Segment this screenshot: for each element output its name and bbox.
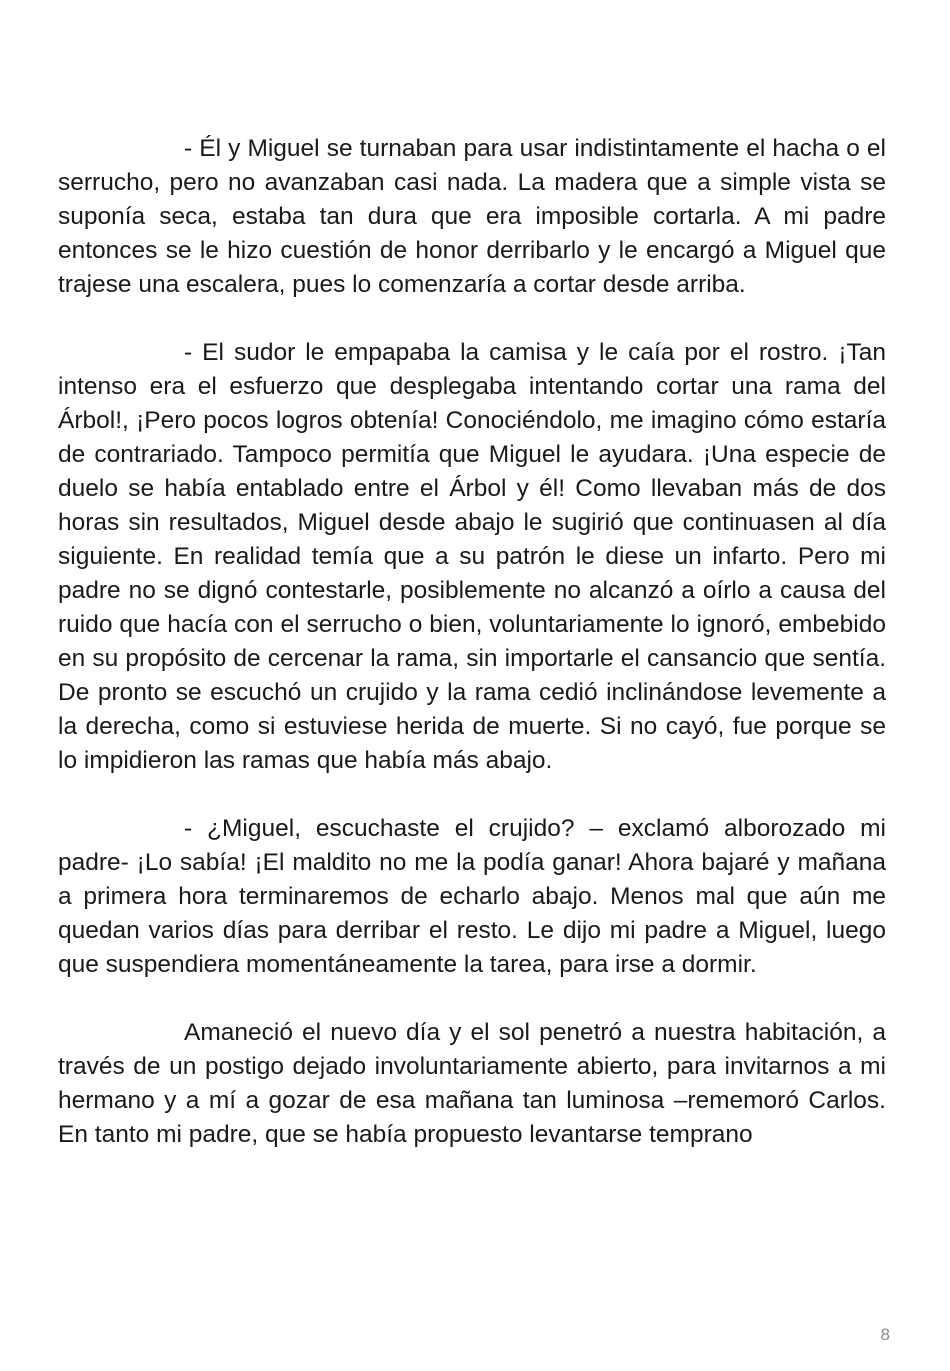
paragraph-1: - Él y Miguel se turnaban para usar indistintamente el hacha o el serrucho, pero no avanzaban casi nada. La madera que a simple vista se suponía seca, estaba tan dura que era imposible cortarla. A mi padre entonces se le hizo cuestión de honor derribarlo y le encargó a Miguel que trajese una escalera, pues lo comenzaría a cortar desde arriba. <box>58 135 886 298</box>
paragraph-4: Amaneció el nuevo día y el sol penetró a nuestra habitación, a través de un postigo dejado involuntariamente abierto, para invitarnos a mi hermano y a mí a gozar de esa mañana tan luminosa –rememoró Carlos. En tanto mi padre, que se había propuesto levantarse temprano <box>58 1019 886 1148</box>
paragraph-2: - El sudor le empapaba la camisa y le caía por el rostro. ¡Tan intenso era el esfuerzo que desplegaba intentando cortar una rama del Árbol!, ¡Pero pocos logros obtenía! Conociéndolo, me imagino cómo estaría de contrariado. Tampoco permitía que Miguel le ayudara. ¡Una especie de duelo se había entablado entre el Árbol y él! Como llevaban más de dos horas sin resultados, Miguel desde abajo le sugirió que continuasen al día siguiente. En realidad temía que a su patrón le diese un infarto. Pero mi padre no se dignó contestarle, posiblemente no alcanzó a oírlo a causa del ruido que hacía con el serrucho o bien, voluntariamente lo ignoró, embebido en su propósito de cercenar la rama, sin importarle el cansancio que sentía. De pronto se escuchó un crujido y la rama cedió inclinándose levemente a la derecha, como si estuviese herida de muerte. Si no cayó, fue porque se lo impidieron las ramas que había más abajo. <box>58 339 886 774</box>
page-body <box>58 132 886 1152</box>
page-number: 8 <box>880 1325 890 1344</box>
paragraph-3: - ¿Miguel, escuchaste el crujido? – exclamó alborozado mi padre- ¡Lo sabía! ¡El maldito no me la podía ganar! Ahora bajaré y mañana a primera hora terminaremos de echarlo abajo. Menos mal que aún me quedan varios días para derribar el resto. Le dijo mi padre a Miguel, luego que suspendiera momentáneamente la tarea, para irse a dormir. <box>58 815 886 978</box>
